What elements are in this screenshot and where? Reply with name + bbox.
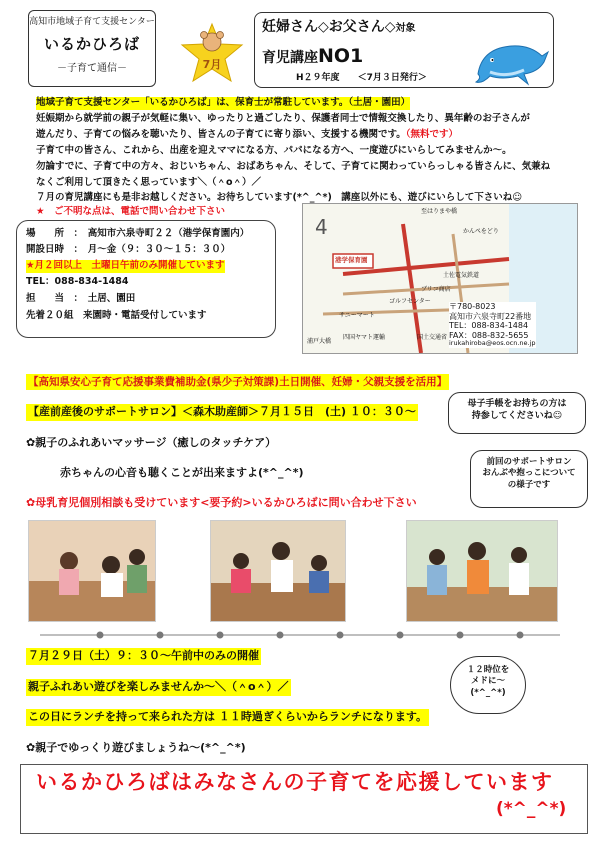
intro-line: 勿論すでに、子育て中の方々、おじいちゃん、おばあちゃん、そして、子育てに関わっていらっしゃる皆さんに、気兼ね (36, 161, 551, 172)
consultation-line: ✿母乳育児個別相談も受けています<要予約>いるかひろばに問い合わせ下さい (26, 496, 417, 509)
limit-row: 先着２０組 来園時・電話受付しています (26, 310, 207, 321)
salon-photo (406, 520, 558, 622)
massage-line: ✿親子のふれあいマッサージ（癒しのタッチケア） (26, 436, 277, 449)
play-line: ✿親子でゆっくり遊びましょうね～(*^_^*) (26, 741, 246, 754)
dotted-divider (40, 630, 560, 640)
month-badge-text: 7月 (202, 58, 222, 71)
saturday-row: ★月２回以上 土曜日午前のみ開催しています (26, 260, 225, 271)
hours-row: 開設日時 ： 月～金（９：３０～１５：３０） (26, 244, 231, 255)
issue-info: H２９年度 ＜7月３日発行＞ (296, 73, 427, 83)
svg-text:4: 4 (315, 215, 328, 239)
map-label: 至はりまや橋 (421, 208, 458, 215)
staff-row: 担 当 ： 土居、園田 (26, 293, 136, 304)
map-label: かんぺをどり (463, 228, 499, 235)
map-label-nursery: 港学保育園 (335, 256, 368, 264)
lunch-line: この日にランチを持って来られた方は １１時過ぎくらいからランチになります。 (26, 709, 429, 726)
intro-headline: 地域子育て支援センター「いるかひろば」は、保育士が常駐しています。（土居・園田） (36, 97, 411, 108)
support-message: いるかひろばはみなさんの子育てを応援しています (36, 770, 554, 794)
event-date: ７月２９日（土）９：３０～午前中のみの開催 (26, 648, 261, 665)
map-label: 国土交通省 (417, 334, 448, 341)
contact-note: ★ ご不明な点は、電話で問い合わせ下さい (36, 206, 226, 217)
previous-salon-bubble: 前回のサポートサロン おんぶや抱っこについて の様子です (470, 450, 588, 508)
map-address: 〒780-8023 高知市六泉寺町22番地 TEL：088-834-1484 FAX：088-832-5655 irukahiroba@eos.ocn.ne.jp (449, 302, 536, 348)
heartbeat-line: 赤ちゃんの心音も聴くことが出来ますよ(*^_^*) (60, 466, 304, 479)
lunch-time-bubble: １２時位を メドに～ (*^_^*) (450, 656, 526, 714)
tel-row: TEL：088-834-1484 (26, 276, 129, 287)
map-label: ゴルフセンター (389, 298, 431, 305)
center-name-box (28, 10, 156, 87)
intro-line: なくご利用して頂きたく思っています＼（＾o＾）／ (36, 177, 262, 188)
intro-line: 妊娠期から就学前の親子が気軽に集い、ゆったりと過ごしたり、保護者同士で情報交換したり、異年齢のお子さんが (36, 113, 530, 124)
map-label: サニーマート (339, 312, 375, 319)
handbook-bubble: 母子手帳をお持ちの方は 持参してくださいね☺ (448, 392, 586, 434)
center-name: いるかひろば (43, 35, 140, 54)
place-row: 場 所 ： 高知市六泉寺町２２（港学保育園内） (26, 228, 250, 239)
salon-photo (28, 520, 156, 622)
star-month-badge (180, 22, 244, 84)
salon-schedule: 【産前産後のサポートサロン】＜森木助産師＞７月１５日 (土) １０：３０～ (26, 404, 418, 421)
smiley-face: (*^_^*) (496, 799, 567, 819)
fun-line: 親子ふれあい遊びを楽しみませんか～＼（＾o＾）／ (26, 679, 291, 696)
map-label: ブリコ商店 (421, 286, 451, 293)
dolphin-icon (472, 34, 550, 90)
intro-line: 遊んだり、子育ての悩みを聴いたり、皆さんの子育てに寄り添い、支援する機関です。（無料です） (36, 129, 459, 140)
map-label: 浦戸大橋 (307, 338, 332, 345)
target-audience: 妊婦さん◇お父さん◇対象 (262, 19, 416, 35)
intro-line: ７月の育児講座にも是非お越しください。お待ちしています(*^_^*) 講座以外にも、遊びにいらして下さいね☺ (36, 192, 523, 203)
newsletter-subtitle: －子育て通信－ (57, 63, 127, 75)
map-label: 四国ヤマト運輸 (343, 334, 386, 341)
course-title: 育児講座NO1 (262, 45, 364, 67)
salon-photo (210, 520, 346, 622)
map-label: 土佐電気鉄道 (443, 272, 480, 279)
subsidy-banner: 【高知県安心子育て応援事業費補助金(県少子対策課)土日開催、妊婦・父親支援を活用】 (26, 374, 449, 390)
access-map (302, 203, 578, 354)
intro-line: 子育て中の皆さん、これから、出産を迎えママになる方、パパになる方へ、一度遊びにいらしてみませんか～。 (36, 145, 512, 156)
org-name: 高知市地域子育て支援センター (29, 17, 155, 27)
